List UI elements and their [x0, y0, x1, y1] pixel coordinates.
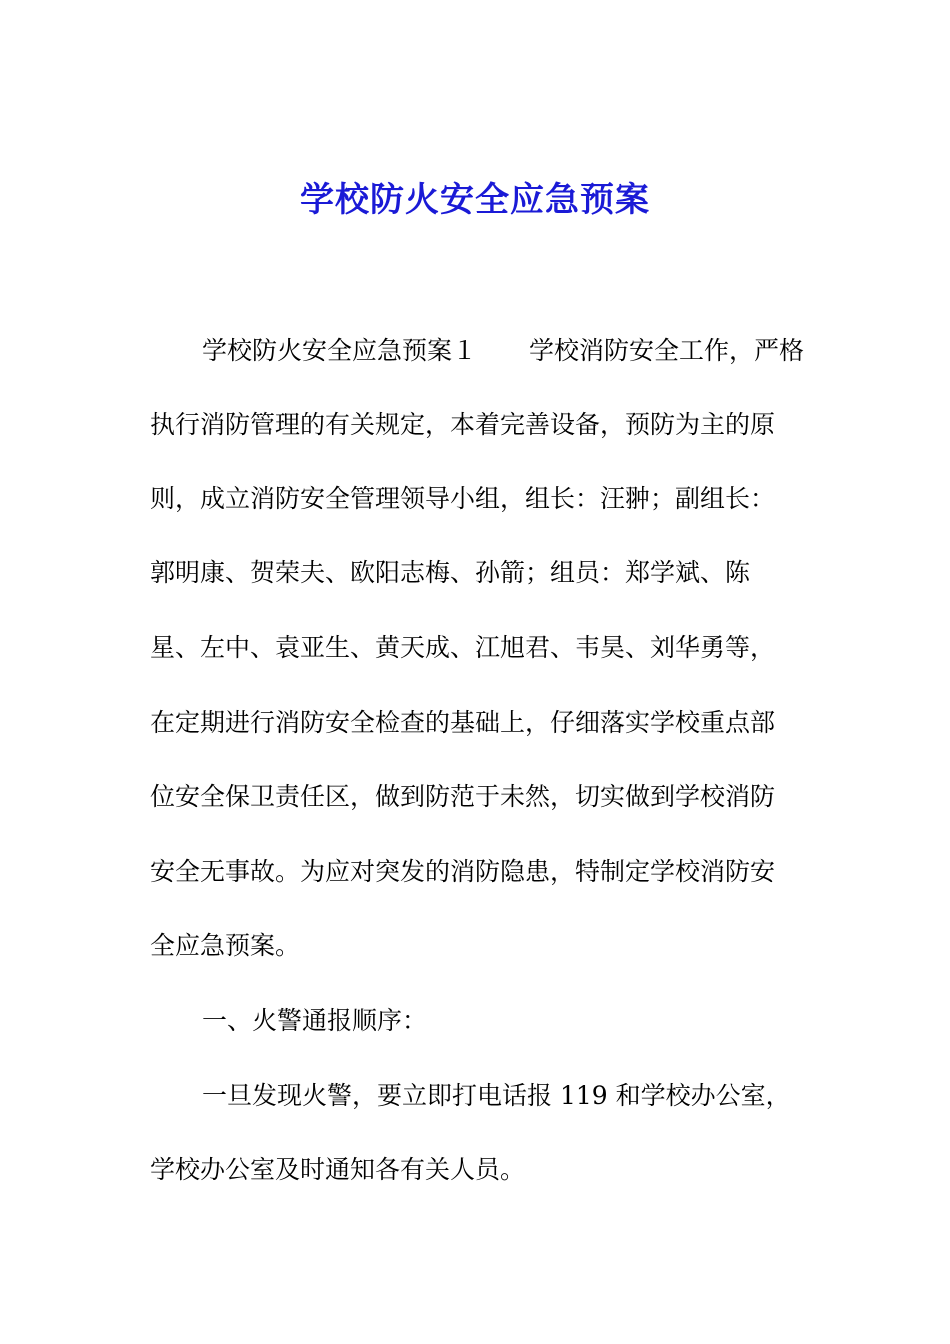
paragraph-line: 郭明康、贺荣夫、欧阳志梅、孙箭；组员：郑学斌、陈 — [150, 558, 751, 587]
inline-heading: 学校防火安全应急预案１ — [202, 336, 478, 365]
paragraph-line: 在定期进行消防安全检查的基础上，仔细落实学校重点部 — [150, 708, 776, 737]
paragraph-line: 一旦发现火警，要立即打电话报 119 和学校办公室， — [202, 1081, 791, 1110]
paragraph-line: 学校办公室及时通知各有关人员。 — [150, 1155, 526, 1184]
paragraph-line: 安全无事故。为应对突发的消防隐患，特制定学校消防安 — [150, 857, 776, 886]
paragraph-line: 全应急预案。 — [150, 931, 301, 960]
paragraph-line: 执行消防管理的有关规定，本着完善设备，预防为主的原 — [150, 410, 776, 439]
paragraph-text: 学校消防安全工作，严格 — [529, 336, 805, 365]
section-heading: 一、火警通报顺序： — [202, 1006, 428, 1035]
paragraph-line — [202, 334, 804, 368]
document-title: 学校防火安全应急预案 — [300, 180, 650, 220]
paragraph-line: 位安全保卫责任区，做到防范于未然，切实做到学校消防 — [150, 782, 776, 811]
paragraph-line: 则，成立消防安全管理领导小组，组长：汪翀；副组长： — [150, 484, 776, 513]
paragraph-line: 星、左中、袁亚生、黄天成、江旭君、韦昊、刘华勇等， — [150, 633, 776, 662]
